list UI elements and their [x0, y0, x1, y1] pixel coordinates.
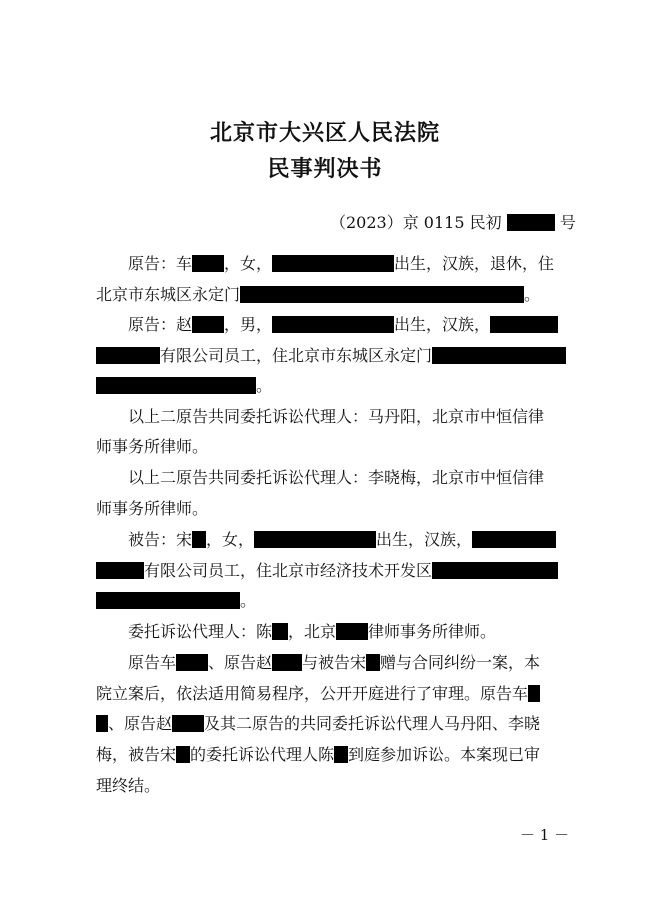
court-name: 北京市大兴区人民法院 — [209, 120, 440, 146]
redaction-box — [432, 562, 558, 579]
redaction-box — [96, 592, 240, 609]
case-paragraph-line-5: 理终结。 — [96, 776, 161, 795]
agent-2-line-2: 师事务所律师。 — [96, 499, 209, 518]
redaction-box — [334, 746, 348, 763]
redaction-box — [96, 715, 108, 732]
agent-1-line-2: 师事务所律师。 — [96, 437, 209, 456]
agent-2-line-1: 以上二原告共同委托诉讼代理人：李晓梅，北京市中恒信律 — [128, 468, 545, 487]
redaction-box — [507, 214, 555, 231]
redaction-box — [240, 286, 524, 303]
plaintiff-1-line-2: 北京市东城区永定门 。 — [96, 285, 541, 304]
redaction-box — [176, 746, 190, 763]
defendant-line-1: 被告：宋 ，女， 出生，汉族， — [128, 530, 556, 550]
plaintiff-2-line-1: 原告：赵 ，男， 出生，汉族， — [128, 315, 558, 335]
case-paragraph-line-3: 、原告赵 及其二原告的共同委托诉讼代理人马丹阳、李晓 — [96, 714, 540, 734]
redaction-box — [272, 654, 302, 671]
redaction-box — [96, 562, 144, 579]
plaintiff-2-line-3: 。 — [96, 376, 272, 396]
redaction-box — [172, 715, 204, 732]
redaction-box — [336, 623, 368, 640]
document-type: 民事判决书 — [267, 156, 383, 182]
plaintiff-1-line-1: 原告：车 ，女， 出生，汉族，退休，住 — [128, 254, 555, 273]
case-number: （2023）京 0115 民初 号 — [330, 213, 576, 232]
redaction-box — [472, 531, 556, 548]
redaction-box — [254, 531, 376, 548]
defendant-line-2: 有限公司员工，住北京市经济技术开发区 — [96, 561, 558, 581]
case-paragraph-line-1: 原告车 、原告赵 与被告宋 赠与合同纠纷一案，本 — [128, 653, 541, 672]
redaction-box — [96, 377, 256, 394]
case-paragraph-line-4: 梅，被告宋 的委托诉讼代理人陈 到庭参加诉讼。本案现已审 — [96, 745, 541, 764]
redaction-box — [366, 654, 380, 671]
redaction-box — [528, 685, 540, 702]
redaction-box — [192, 255, 224, 272]
redaction-box — [490, 316, 558, 333]
case-paragraph-line-2: 院立案后，依法适用简易程序，公开开庭进行了审理。原告车 — [96, 684, 540, 704]
agent-1-line-1: 以上二原告共同委托诉讼代理人：马丹阳，北京市中恒信律 — [128, 407, 545, 426]
plaintiff-2-line-2: 有限公司员工，住北京市东城区永定门 — [96, 346, 566, 366]
redaction-box — [272, 623, 288, 640]
redaction-box — [192, 531, 206, 548]
redaction-box — [432, 347, 566, 364]
redaction-box — [192, 316, 224, 333]
redaction-box — [176, 654, 208, 671]
defendant-agent-line: 委托诉讼代理人：陈 ，北京 律师事务所律师。 — [128, 622, 497, 641]
defendant-line-3: 。 — [96, 591, 256, 611]
redaction-box — [96, 347, 160, 364]
page-number: － 1 － — [520, 826, 570, 844]
redaction-box — [272, 255, 394, 272]
redaction-box — [272, 316, 394, 333]
